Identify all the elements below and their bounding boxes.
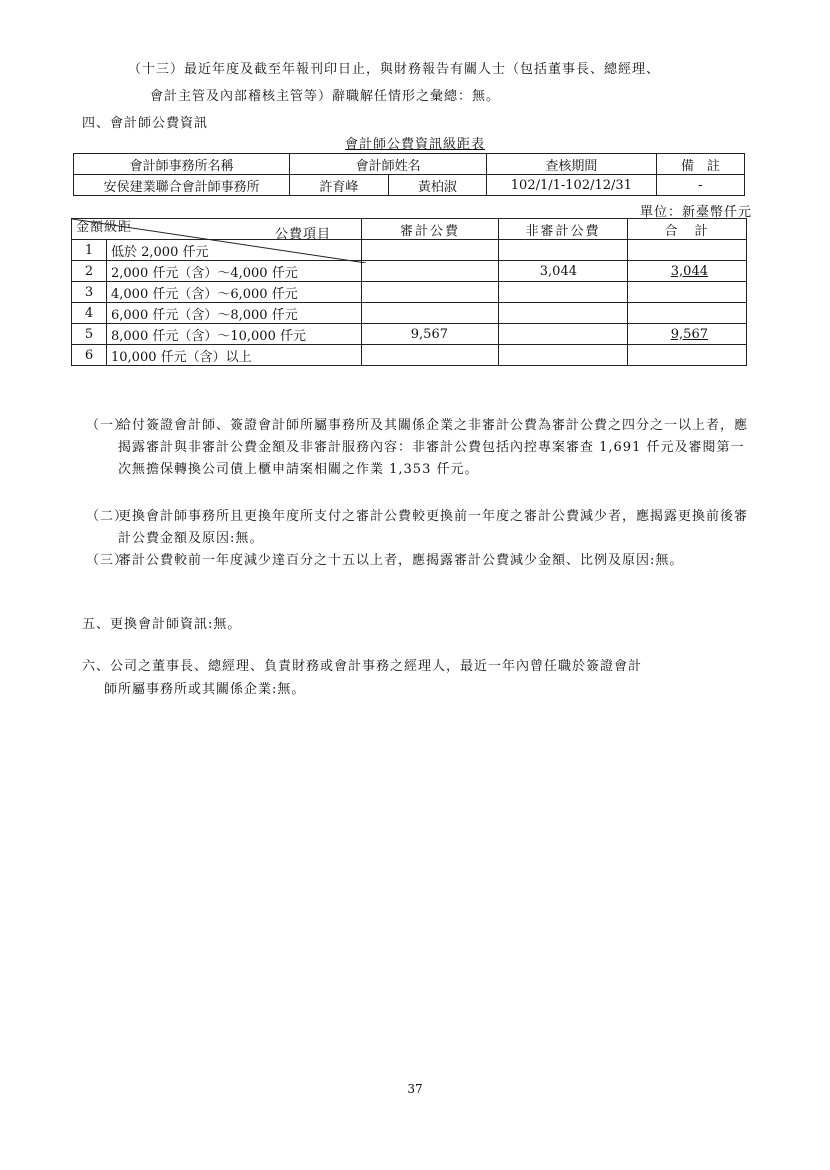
row-range: 低於 2,000 仟元: [107, 240, 362, 261]
diag-bottom-label: 金額級距: [76, 220, 133, 235]
row-range: 2,000 仟元（含）～4,000 仟元: [107, 261, 362, 282]
note-text: 更換會計師事務所且更換年度所支付之審計公費較更換前一年度之審計公費減少者，應揭露更換前後審計公費金額及原因:無。: [118, 509, 749, 546]
row-audit: 9,567: [362, 324, 499, 345]
note-3: [86, 550, 756, 572]
section6-line1: 六、公司之董事長、總經理、負責財務或會計事務之經理人，最近一年內曾任職於簽證會計: [82, 659, 643, 674]
note-text: 給付簽證會計師、簽證會計師所屬事務所及其關係企業之非審計公費為審計公費之四分之一以上者，應揭露審計與非審計公費金額及非審計服務內容：非審計公費包括內控專案審查 1,691 仟元及審閱第一次無擔保轉換公司債上櫃申請案相關之作業 1,353 仟元。: [118, 418, 749, 477]
row-audit: [362, 345, 499, 366]
row-audit: [362, 240, 499, 261]
table-header-row: [74, 154, 745, 175]
diagonal-header: [72, 219, 362, 240]
note-1: [86, 415, 756, 481]
row-non-audit: [499, 303, 628, 324]
row-audit: [362, 261, 499, 282]
row-index: 1: [72, 240, 107, 261]
row-index: 4: [72, 303, 107, 324]
row-index: 3: [72, 282, 107, 303]
table-row: [72, 282, 747, 303]
note-text: 審計公費較前一年度減少達百分之十五以上者，應揭露審計公費減少金額、比例及原因:無。: [118, 553, 684, 568]
section4-title: 四、會計師公費資訊: [82, 116, 209, 131]
note-label: （三）: [86, 553, 129, 568]
section6-line2: 師所屬事務所或其關係企業:無。: [104, 682, 306, 697]
row-non-audit: 3,044: [499, 261, 628, 282]
table-row: [74, 175, 745, 196]
header-firm: 會計師事務所名稱: [74, 154, 290, 175]
header-total: 合 計: [628, 219, 747, 240]
diag-top-label: 公費項目: [274, 227, 331, 242]
row-non-audit: [499, 240, 628, 261]
note-label: （一）: [86, 418, 129, 433]
cell-cpa1: 許育峰: [290, 175, 388, 196]
row-total: [628, 303, 747, 324]
row-range: 10,000 仟元（含）以上: [107, 345, 362, 366]
row-index: 6: [72, 345, 107, 366]
cpa-info-table: [73, 153, 745, 196]
header-period: 查核期間: [487, 154, 657, 175]
note-2: [86, 506, 756, 550]
header-cpa-name: 會計師姓名: [290, 154, 487, 175]
table-row: [72, 261, 747, 282]
table-row: [72, 324, 747, 345]
row-range: 8,000 仟元（含）～10,000 仟元: [107, 324, 362, 345]
row-range: 6,000 仟元（含）～8,000 仟元: [107, 303, 362, 324]
table1-caption: 會計師公費資訊級距表: [344, 137, 485, 152]
row-total: [628, 240, 747, 261]
header-remark: 備 註: [656, 154, 744, 175]
page-number: 37: [407, 1082, 423, 1096]
header-non-audit-fee: 非審計公費: [499, 219, 628, 240]
row-non-audit: [499, 324, 628, 345]
cell-firm: 安侯建業聯合會計師事務所: [74, 175, 290, 196]
item13-line1: （十三）最近年度及截至年報刊印日止，與財務報告有關人士（包括董事長、總經理、: [128, 62, 661, 77]
row-range: 4,000 仟元（含）～6,000 仟元: [107, 282, 362, 303]
section5: 五、更換會計師資訊:無。: [82, 617, 242, 632]
row-total: 3,044: [628, 261, 747, 282]
row-non-audit: [499, 282, 628, 303]
row-index: 5: [72, 324, 107, 345]
table-header-row: [72, 219, 747, 240]
row-non-audit: [499, 345, 628, 366]
row-total: [628, 282, 747, 303]
row-audit: [362, 303, 499, 324]
cell-period: 102/1/1-102/12/31: [487, 175, 657, 196]
cell-cpa2: 黃柏淑: [388, 175, 486, 196]
unit-label: 單位：新臺幣仟元: [639, 205, 752, 220]
header-audit-fee: 審計公費: [362, 219, 499, 240]
row-total: [628, 345, 747, 366]
fee-range-table: [71, 218, 747, 366]
table-row: [72, 303, 747, 324]
cell-remark: -: [656, 175, 744, 196]
item13-line2: 會計主管及內部稽核主管等）辭職解任情形之彙總：無。: [150, 89, 501, 104]
row-audit: [362, 282, 499, 303]
row-total: 9,567: [628, 324, 747, 345]
row-index: 2: [72, 261, 107, 282]
table-row: [72, 345, 747, 366]
note-label: （二）: [86, 509, 129, 524]
